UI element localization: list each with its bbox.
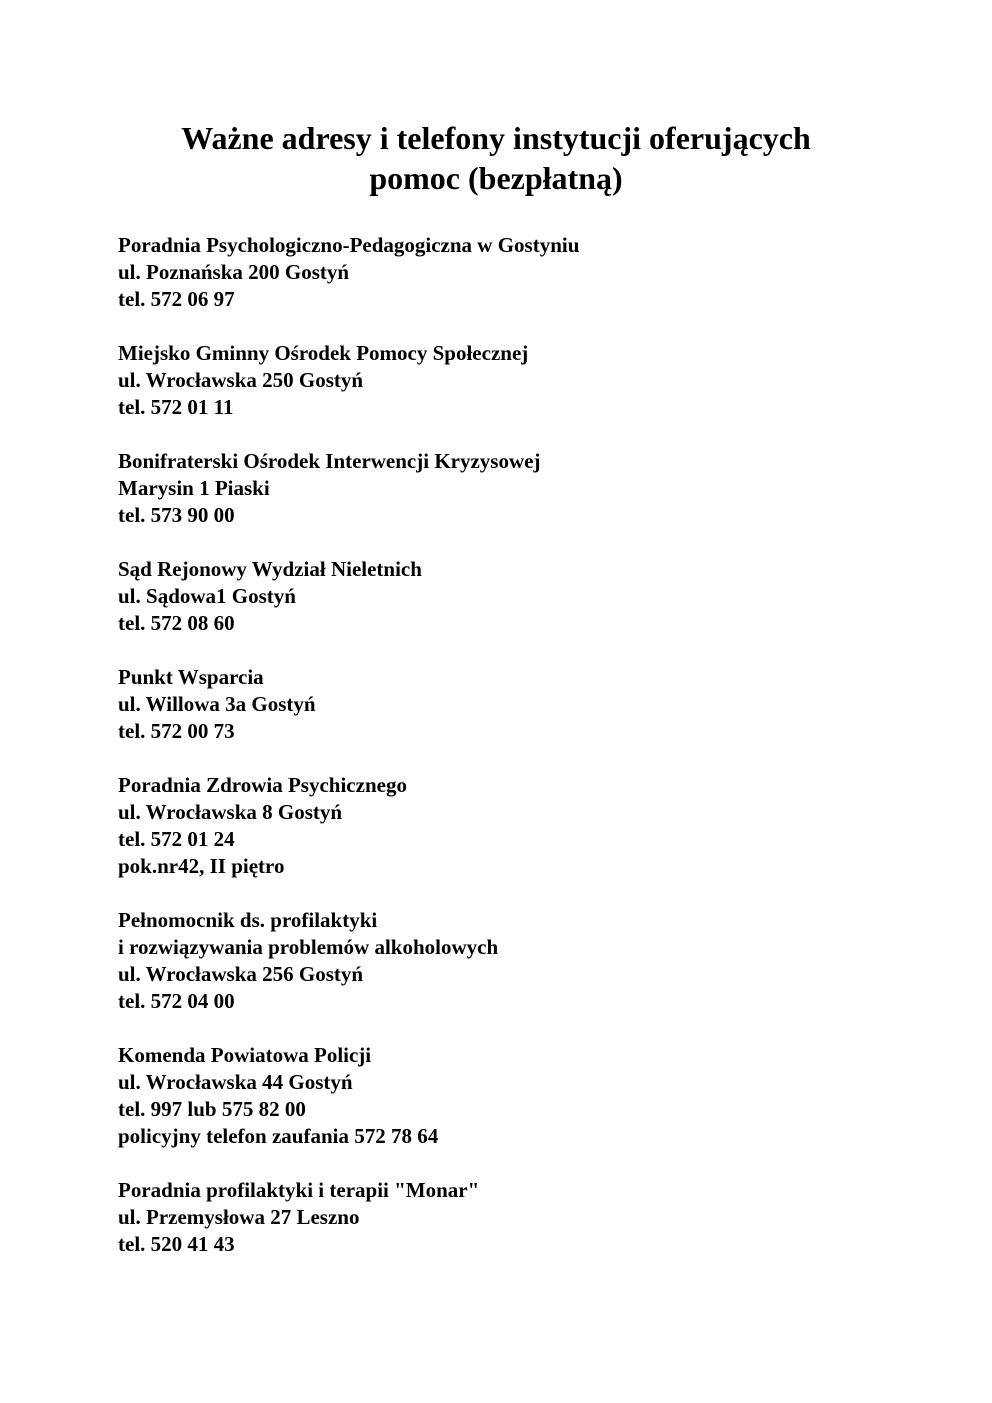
institution-name: Komenda Powiatowa Policji xyxy=(118,1043,372,1067)
institution-address: ul. Wrocławska 44 Gostyń xyxy=(118,1070,353,1094)
institution-name: Poradnia Zdrowia Psychicznego xyxy=(118,773,407,797)
institution-phone: tel. 572 06 97 xyxy=(118,287,235,311)
institution-address: ul. Przemysłowa 27 Leszno xyxy=(118,1205,360,1229)
institution-entry xyxy=(118,664,918,745)
institution-entry xyxy=(118,232,918,313)
institution-name: Punkt Wsparcia xyxy=(118,665,264,689)
institution-phone: tel. 572 08 60 xyxy=(118,611,235,635)
institution-entry xyxy=(118,907,918,1015)
institution-entry xyxy=(118,772,918,880)
institution-phone: tel. 997 lub 575 82 00 xyxy=(118,1097,306,1121)
institution-address: ul. Sądowa1 Gostyń xyxy=(118,584,296,608)
institution-address: ul. Wrocławska 8 Gostyń xyxy=(118,800,343,824)
institution-phone: tel. 520 41 43 xyxy=(118,1232,235,1256)
institution-entry xyxy=(118,448,918,529)
institution-name: Pełnomocnik ds. profilaktyki xyxy=(118,908,378,932)
institution-address: ul. Wrocławska 256 Gostyń xyxy=(118,962,364,986)
institution-address: Marysin 1 Piaski xyxy=(118,476,270,500)
institution-entry xyxy=(118,1042,918,1150)
institution-hotline: policyjny telefon zaufania 572 78 64 xyxy=(118,1124,439,1148)
institution-phone: tel. 573 90 00 xyxy=(118,503,235,527)
institution-entry xyxy=(118,1177,918,1258)
institution-name: Sąd Rejonowy Wydział Nieletnich xyxy=(118,557,422,581)
title-line: Ważne adresy i telefony instytucji oferujących xyxy=(181,120,811,156)
institution-address: ul. Willowa 3a Gostyń xyxy=(118,692,316,716)
institution-phone: tel. 572 01 24 xyxy=(118,827,235,851)
institution-entry xyxy=(118,340,918,421)
institution-list xyxy=(118,232,918,1285)
institution-phone: tel. 572 01 11 xyxy=(118,395,234,419)
institution-name: Poradnia Psychologiczno-Pedagogiczna w Gostyniu xyxy=(118,233,580,257)
institution-address: ul. Poznańska 200 Gostyń xyxy=(118,260,350,284)
institution-entry xyxy=(118,556,918,637)
institution-phone: tel. 572 00 73 xyxy=(118,719,235,743)
institution-name: Poradnia profilaktyki i terapii "Monar" xyxy=(118,1178,480,1202)
institution-room: pok.nr42, II piętro xyxy=(118,854,285,878)
page-title xyxy=(96,118,896,198)
institution-address: ul. Wrocławska 250 Gostyń xyxy=(118,368,364,392)
institution-name: Miejsko Gminny Ośrodek Pomocy Społecznej xyxy=(118,341,529,365)
institution-phone: tel. 572 04 00 xyxy=(118,989,235,1013)
title-line: pomoc (bezpłatną) xyxy=(369,160,623,196)
institution-name-continued: i rozwiązywania problemów alkoholowych xyxy=(118,935,499,959)
institution-name: Bonifraterski Ośrodek Interwencji Kryzysowej xyxy=(118,449,541,473)
